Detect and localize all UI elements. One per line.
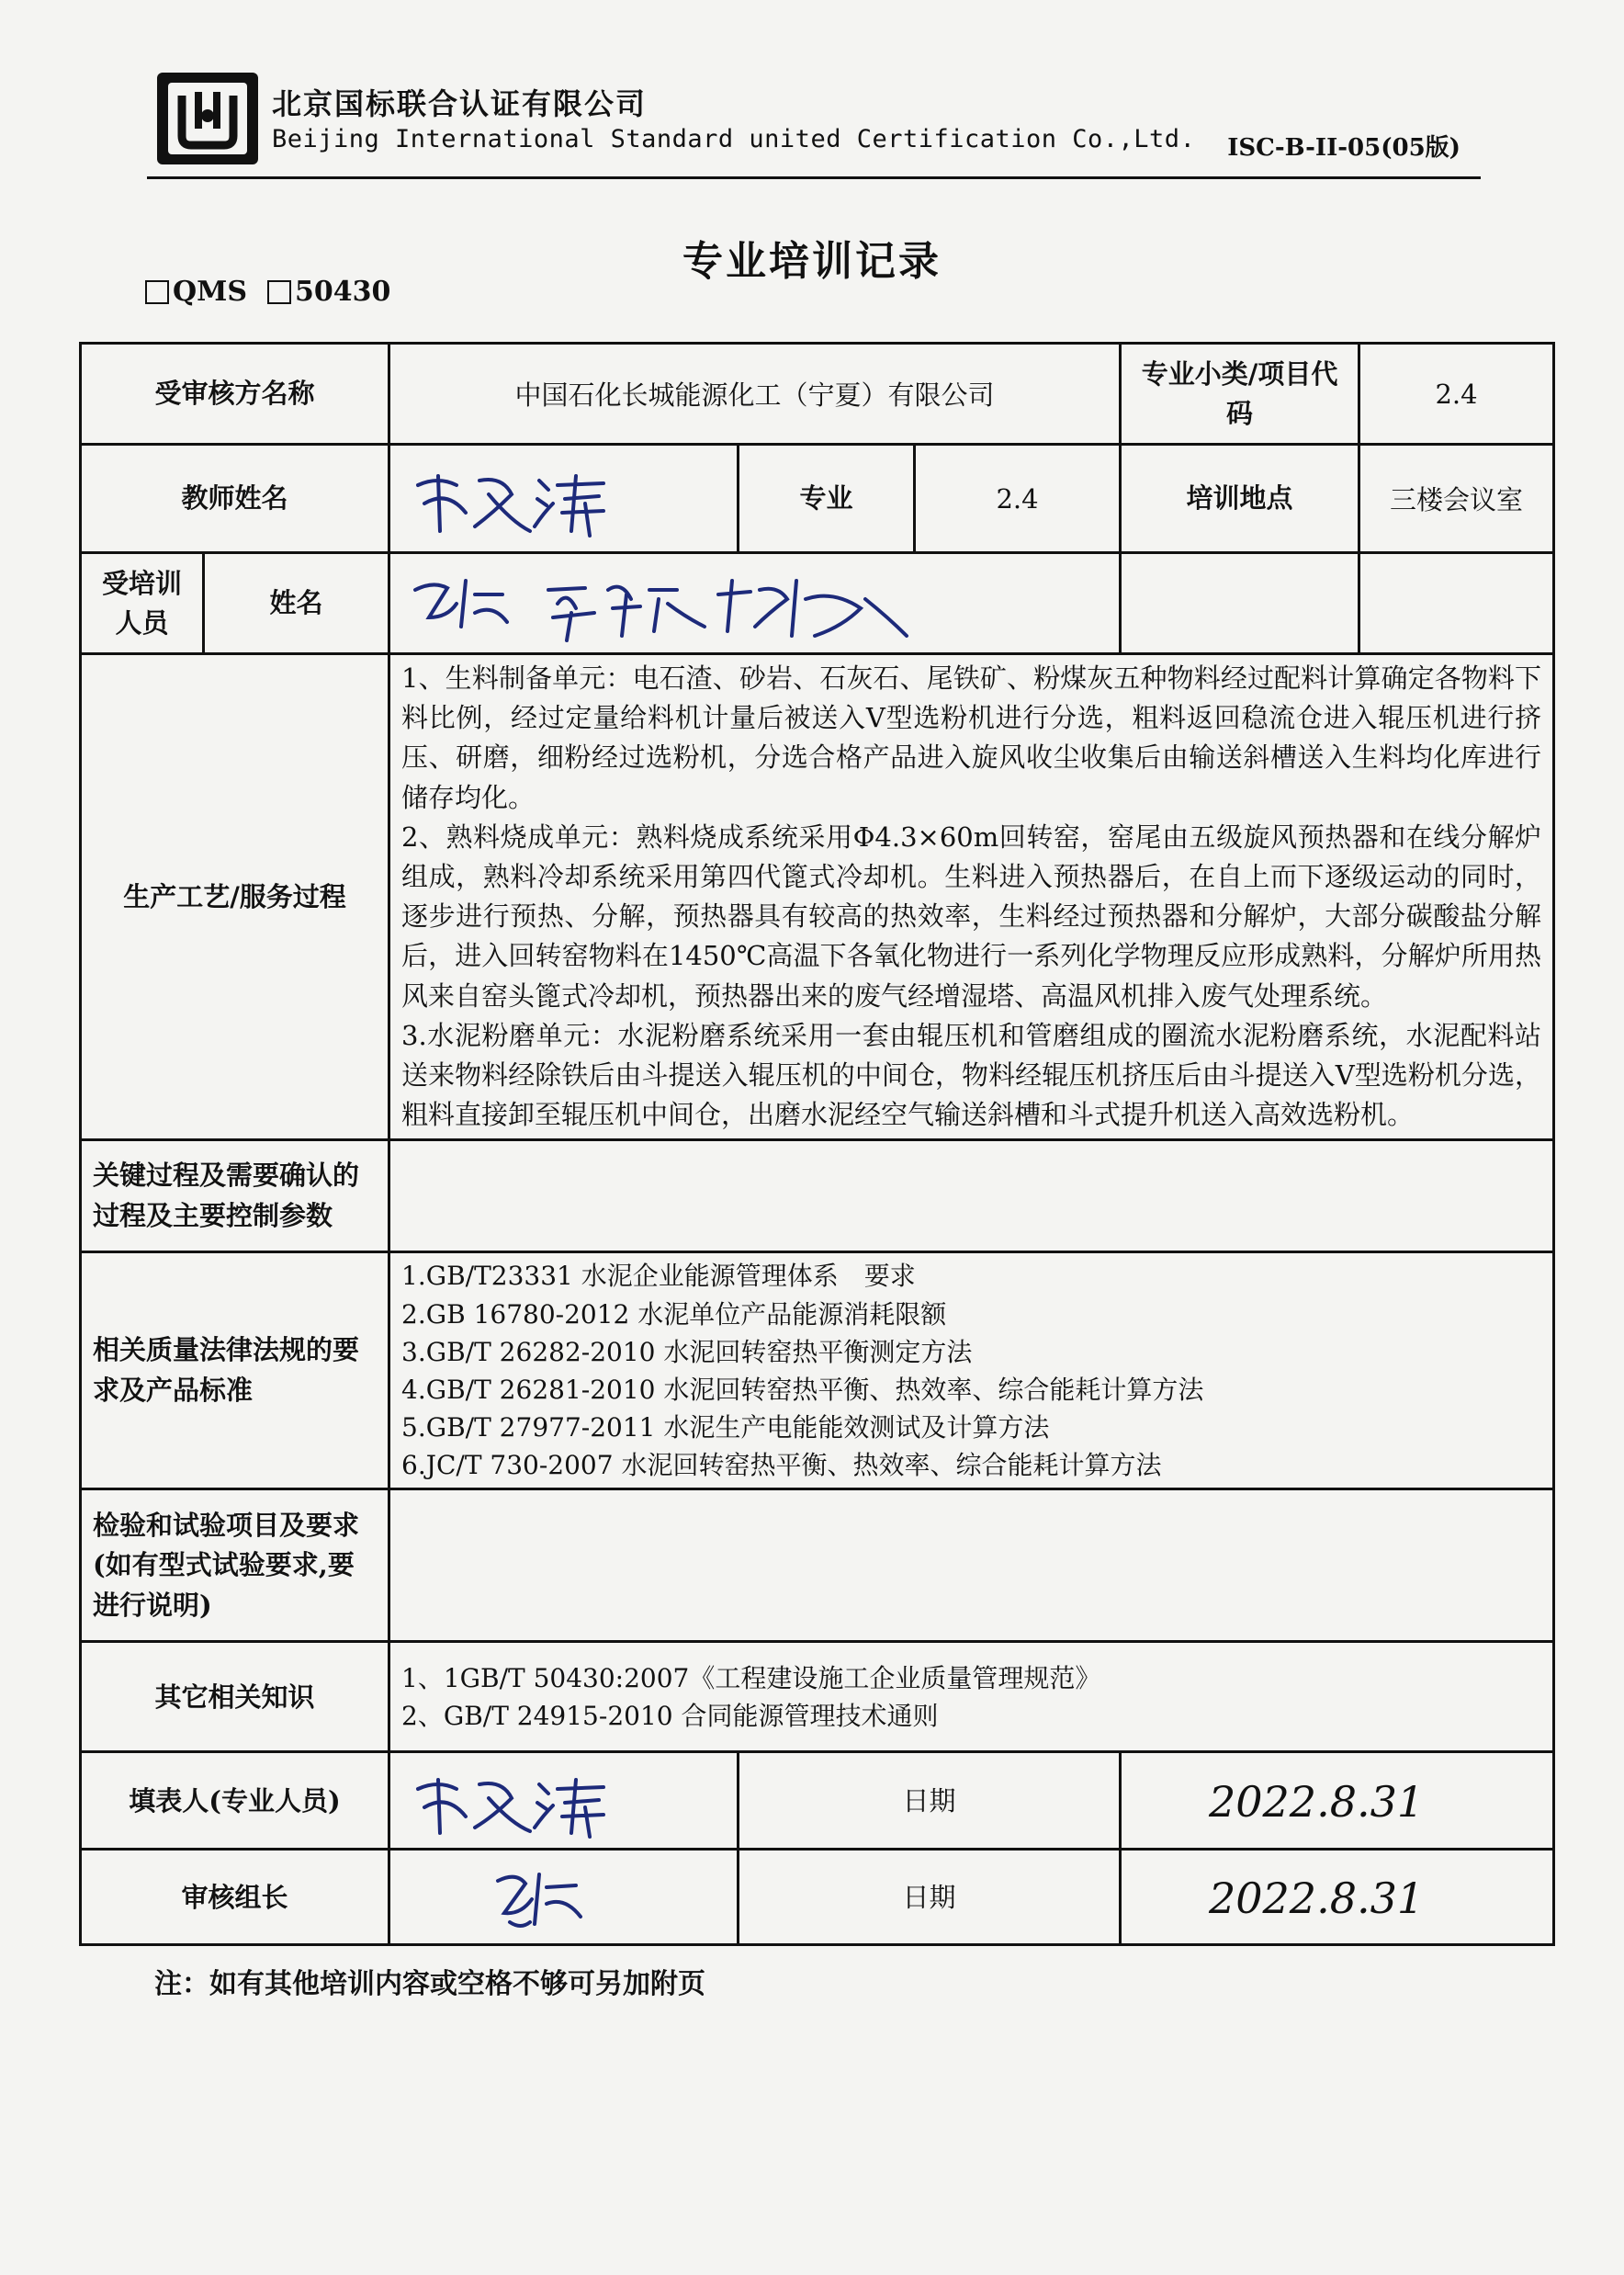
company-name-en: Beijing International Standard united Certification Co.,Ltd. [272,125,1196,153]
checkbox-qms[interactable] [145,276,247,308]
trainee-empty-cell [1359,553,1554,654]
training-record-table [79,342,1555,1946]
header-divider [147,176,1481,179]
location-label: 培训地点 [1121,445,1359,553]
checkbox-label: 50430 [295,276,391,308]
letterhead [154,64,1486,184]
row-trainees [81,553,1554,654]
teacher-signature-cell [389,445,739,553]
checkbox-label: QMS [173,276,248,308]
filler-label: 填表人(专业人员) [81,1752,389,1850]
process-content [389,654,1554,1140]
teacher-label: 教师姓名 [81,445,389,553]
filler-date-cell [1121,1752,1554,1850]
standard-item: 3.GB/T 26282-2010 水泥回转窑热平衡测定方法 [401,1336,973,1367]
page-title: 专业培训记录 [682,238,942,285]
row-leader [81,1850,1554,1945]
row-standards [81,1252,1554,1489]
standards-label: 相关质量法律法规的要求及产品标准 [81,1252,389,1489]
process-paragraph: 2、熟料烧成单元：熟料烧成系统采用Φ4.3×60m回转窑，窑尾由五级旋风预热器和在线分解炉组成，熟料冷却系统采用第四代篦式冷却机。生料进入预热器后，在自上而下逐级运动的同时，逐步进行预热、分解，预热器具有较高的热效率，生料经过预热器和分解炉，大部分碳酸盐分解后，进入回转窑物料在1450℃高温下各氧化物进行一系列化学物理反应形成熟料，分解炉所用热风来自窑头篦式冷却机，预热器出来的废气经增湿塔、高温风机排入废气处理系统。 [401,821,1542,1012]
row-key-process [81,1140,1554,1252]
category-label: 专业小类/项目代码 [1121,344,1359,445]
system-checkboxes [145,276,390,308]
leader-date-handwritten [1200,1865,1475,1930]
process-paragraph: 1、生料制备单元：电石渣、砂岩、石灰石、尾铁矿、粉煤灰五种物料经过配料计算确定各物料下料比例，经过定量给料机计量后被送入V型选粉机进行分选，粗料返回稳流仓进入辊压机进行挤压、研磨，细粉经过选粉机，分选合格产品进入旋风收尘收集后由输送斜槽送入生料均化库进行储存均化。 [401,662,1542,813]
key-process-label: 关键过程及需要确认的过程及主要控制参数 [81,1140,389,1252]
leader-date-label: 日期 [739,1850,1121,1945]
leader-signature [401,1858,622,1937]
other-label: 其它相关知识 [81,1642,389,1752]
other-list [389,1642,1554,1752]
trainee-signatures-cell [389,553,1121,654]
location-value: 三楼会议室 [1359,445,1554,553]
trainees-label: 受培训人员 [81,553,204,654]
trainee-signatures [401,562,916,645]
inspection-label: 检验和试验项目及要求(如有型式试验要求,要进行说明) [81,1489,389,1642]
major-value: 2.4 [915,445,1121,553]
filler-date-label: 日期 [739,1752,1121,1850]
standard-item: 5.GB/T 27977-2011 水泥生产电能能效测试及计算方法 [401,1412,1050,1443]
auditee-value: 中国石化长城能源化工（宁夏）有限公司 [389,344,1121,445]
document-code: ISC-B-II-05(05版) [1227,134,1460,162]
company-name-cn: 北京国标联合认证有限公司 [272,86,648,121]
other-item: 2、GB/T 24915-2010 合同能源管理技术通则 [401,1700,939,1731]
trainee-empty-cell [1121,553,1359,654]
svg-text:2022.8.31: 2022.8.31 [1208,1776,1424,1827]
row-process [81,654,1554,1140]
inspection-value [389,1489,1554,1642]
process-paragraph: 3.水泥粉磨单元：水泥粉磨系统采用一套由辊压机和管磨组成的圈流水泥粉磨系统，水泥配料站送来物料经除铁后由斗提送入辊压机的中间仓，物料经辊压机挤压后由斗提送入V型选粉机分选，粗料直接卸至辊压机中间仓，出磨水泥经空气输送斜槽和斗式提升机送入高效选粉机。 [401,1019,1542,1131]
checkbox-box[interactable] [267,280,291,304]
company-logo [154,70,261,167]
process-label: 生产工艺/服务过程 [81,654,389,1140]
teacher-signature [401,458,613,540]
checkbox-50430[interactable] [267,276,390,308]
filler-signature-cell [389,1752,739,1850]
other-item: 1、1GB/T 50430:2007《工程建设施工企业质量管理规范》 [401,1662,1101,1693]
leader-label: 审核组长 [81,1850,389,1945]
row-filler [81,1752,1554,1850]
standard-item: 1.GB/T23331 水泥企业能源管理体系 要求 [401,1261,916,1292]
category-value: 2.4 [1359,344,1554,445]
row-inspection [81,1489,1554,1642]
auditee-label: 受审核方名称 [81,344,389,445]
standard-item: 4.GB/T 26281-2010 水泥回转窑热平衡、热效率、综合能耗计算方法 [401,1374,1204,1405]
key-process-value [389,1140,1554,1252]
filler-date-handwritten [1200,1769,1475,1833]
row-auditee [81,344,1554,445]
svg-text:2022.8.31: 2022.8.31 [1208,1873,1424,1923]
leader-signature-cell [389,1850,739,1945]
row-teacher [81,445,1554,553]
footnote: 注：如有其他培训内容或空格不够可另加附页 [154,1968,705,2000]
standards-list [389,1252,1554,1489]
leader-date-cell [1121,1850,1554,1945]
major-label: 专业 [739,445,915,553]
name-label: 姓名 [204,553,389,654]
checkbox-box[interactable] [145,280,169,304]
standard-item: 2.GB 16780-2012 水泥单位产品能源消耗限额 [401,1298,947,1330]
standard-item: 6.JC/T 730-2007 水泥回转窑热平衡、热效率、综合能耗计算方法 [401,1450,1162,1481]
row-other [81,1642,1554,1752]
filler-signature [401,1761,622,1840]
